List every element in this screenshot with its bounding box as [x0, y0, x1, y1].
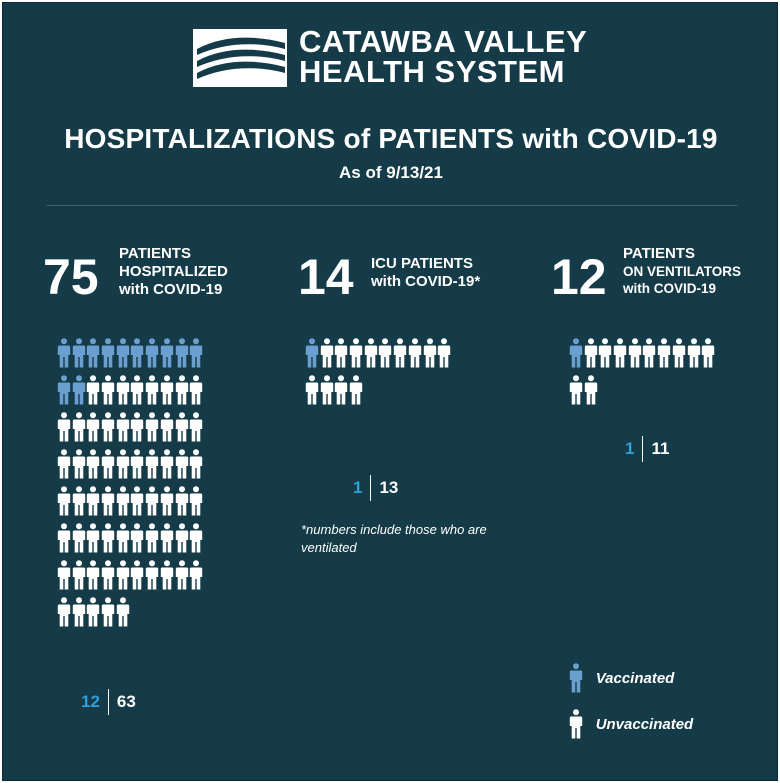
unvaccinated-person-icon: [57, 523, 72, 553]
unvaccinated-person-icon: [687, 338, 702, 368]
icon-row: [305, 375, 452, 412]
unvaccinated-person-icon: [437, 338, 452, 368]
unvaccinated-person-icon: [569, 375, 584, 405]
unvaccinated-person-icon: [628, 338, 643, 368]
unvaccinated-person-icon: [72, 412, 87, 442]
vaccinated-count: 12: [81, 692, 100, 711]
unvaccinated-person-icon: [189, 449, 204, 479]
unvaccinated-person-icon: [175, 523, 190, 553]
icu-label: [371, 255, 480, 291]
unvaccinated-person-icon: [101, 375, 116, 405]
logo-line-1: CATAWBA VALLEY: [299, 24, 588, 59]
icon-row: [569, 375, 716, 412]
count-separator: [642, 436, 643, 462]
unvaccinated-person-icon: [116, 486, 131, 516]
river-waves-logo-icon: [193, 29, 287, 87]
unvaccinated-person-icon: [86, 597, 101, 627]
unvaccinated-person-icon: [72, 449, 87, 479]
unvaccinated-person-icon: [57, 412, 72, 442]
vaccinated-person-icon: [189, 338, 204, 368]
logo: [193, 24, 603, 89]
ventilator-icon-grid: [569, 338, 716, 412]
unvaccinated-person-icon: [57, 449, 72, 479]
icon-row: [57, 486, 204, 523]
unvaccinated-person-icon: [72, 597, 87, 627]
vaccinated-person-icon: [160, 338, 175, 368]
unvaccinated-person-icon: [189, 412, 204, 442]
unvaccinated-person-icon: [145, 523, 160, 553]
hospitalized-count: 75: [43, 249, 99, 305]
unvaccinated-person-icon: [101, 560, 116, 590]
unvaccinated-person-icon: [86, 449, 101, 479]
unvaccinated-person-icon: [423, 338, 438, 368]
unvaccinated-person-icon: [613, 338, 628, 368]
icon-row: [57, 523, 204, 560]
unvaccinated-person-icon: [408, 338, 423, 368]
vaccinated-person-icon: [72, 338, 87, 368]
unvaccinated-person-icon: [72, 560, 87, 590]
unvaccinated-person-icon: [101, 412, 116, 442]
icon-row: [57, 375, 204, 412]
unvaccinated-person-icon: [57, 597, 72, 627]
legend-unvaccinated: [569, 709, 693, 739]
unvaccinated-person-icon: [130, 560, 145, 590]
hospitalized-icon-grid: [57, 338, 204, 634]
unvaccinated-person-icon: [160, 375, 175, 405]
icon-row: [57, 338, 204, 375]
hospitalized-label: [119, 245, 228, 299]
unvaccinated-person-icon: [175, 486, 190, 516]
label-line: with COVID-19: [623, 281, 717, 296]
unvaccinated-person-icon: [672, 338, 687, 368]
unvaccinated-person-icon: [189, 375, 204, 405]
unvaccinated-person-icon: [175, 560, 190, 590]
label-line: ICU PATIENTS: [371, 255, 473, 272]
unvaccinated-person-icon: [116, 560, 131, 590]
label-line: PATIENTS: [119, 245, 191, 262]
unvaccinated-person-icon: [378, 338, 393, 368]
unvaccinated-person-icon: [101, 523, 116, 553]
unvaccinated-person-icon: [86, 523, 101, 553]
label-line: HOSPITALIZED: [119, 263, 228, 280]
icu-footnote: *numbers include those who are ventilated: [301, 522, 487, 555]
person-icon: [569, 709, 584, 739]
vaccinated-count: 1: [353, 478, 363, 497]
unvaccinated-person-icon: [57, 560, 72, 590]
unvaccinated-person-icon: [320, 338, 335, 368]
page-title: HOSPITALIZATIONS of PATIENTS with COVID-19: [64, 123, 718, 154]
unvaccinated-person-icon: [160, 523, 175, 553]
vaccinated-person-icon: [569, 338, 584, 368]
vaccinated-person-icon: [130, 338, 145, 368]
icon-row: [305, 338, 452, 375]
logo-wordmark: [299, 24, 588, 89]
icon-row: [57, 449, 204, 486]
unvaccinated-person-icon: [334, 338, 349, 368]
unvaccinated-person-icon: [86, 486, 101, 516]
icon-row: [569, 338, 716, 375]
unvaccinated-person-icon: [72, 523, 87, 553]
unvaccinated-person-icon: [130, 412, 145, 442]
vaccinated-person-icon: [57, 375, 72, 405]
unvaccinated-person-icon: [101, 449, 116, 479]
hospitalized-breakdown: [81, 689, 136, 715]
icon-row: [57, 597, 204, 634]
label-line: with COVID-19*: [371, 273, 481, 290]
unvaccinated-person-icon: [57, 486, 72, 516]
unvaccinated-person-icon: [642, 338, 657, 368]
unvaccinated-person-icon: [189, 523, 204, 553]
unvaccinated-person-icon: [160, 412, 175, 442]
unvaccinated-person-icon: [116, 523, 131, 553]
vaccinated-person-icon: [175, 338, 190, 368]
unvaccinated-person-icon: [175, 449, 190, 479]
unvaccinated-person-icon: [160, 486, 175, 516]
unvaccinated-person-icon: [101, 486, 116, 516]
unvaccinated-count: 13: [379, 478, 399, 497]
unvaccinated-person-icon: [86, 560, 101, 590]
vaccinated-person-icon: [72, 375, 87, 405]
label-line: with COVID-19: [119, 281, 223, 298]
unvaccinated-person-icon: [86, 375, 101, 405]
vaccinated-person-icon: [86, 338, 101, 368]
vaccinated-count: 1: [625, 439, 635, 458]
infographic: [2, 2, 778, 781]
legend-unvaccinated-label: Unvaccinated: [595, 715, 694, 733]
vaccinated-person-icon: [305, 338, 320, 368]
unvaccinated-person-icon: [175, 375, 190, 405]
vaccinated-person-icon: [116, 338, 131, 368]
label-line: PATIENTS: [623, 245, 695, 262]
unvaccinated-person-icon: [145, 486, 160, 516]
unvaccinated-person-icon: [598, 338, 613, 368]
label-line: ON VENTILATORS: [623, 264, 742, 279]
vaccinated-person-icon: [145, 338, 160, 368]
unvaccinated-person-icon: [364, 338, 379, 368]
unvaccinated-person-icon: [145, 449, 160, 479]
unvaccinated-count: 63: [116, 692, 136, 711]
unvaccinated-person-icon: [116, 375, 131, 405]
unvaccinated-person-icon: [160, 449, 175, 479]
logo-line-2: HEALTH SYSTEM: [299, 54, 565, 89]
icon-row: [57, 412, 204, 449]
ventilator-count: 12: [551, 249, 607, 305]
unvaccinated-person-icon: [584, 375, 599, 405]
person-icon: [569, 663, 584, 693]
icu-breakdown: [353, 475, 398, 501]
unvaccinated-person-icon: [160, 560, 175, 590]
unvaccinated-person-icon: [349, 338, 364, 368]
legend-vaccinated-label: Vaccinated: [595, 669, 675, 687]
unvaccinated-person-icon: [86, 412, 101, 442]
unvaccinated-person-icon: [116, 597, 131, 627]
vaccinated-person-icon: [101, 338, 116, 368]
unvaccinated-person-icon: [584, 338, 599, 368]
unvaccinated-person-icon: [145, 375, 160, 405]
unvaccinated-person-icon: [130, 486, 145, 516]
unvaccinated-person-icon: [334, 375, 349, 405]
count-separator: [370, 475, 371, 501]
vaccinated-person-icon: [57, 338, 72, 368]
ventilator-breakdown: [625, 436, 669, 462]
icu-icon-grid: [305, 338, 452, 412]
unvaccinated-person-icon: [657, 338, 672, 368]
unvaccinated-person-icon: [305, 375, 320, 405]
unvaccinated-person-icon: [145, 412, 160, 442]
unvaccinated-person-icon: [130, 523, 145, 553]
unvaccinated-person-icon: [175, 412, 190, 442]
unvaccinated-person-icon: [701, 338, 716, 368]
divider: [47, 205, 737, 206]
icon-row: [57, 560, 204, 597]
unvaccinated-count: 11: [651, 439, 670, 458]
unvaccinated-person-icon: [393, 338, 408, 368]
unvaccinated-person-icon: [130, 449, 145, 479]
unvaccinated-person-icon: [145, 560, 160, 590]
unvaccinated-person-icon: [72, 486, 87, 516]
unvaccinated-person-icon: [189, 486, 204, 516]
unvaccinated-person-icon: [116, 449, 131, 479]
ventilator-label: [623, 245, 741, 297]
unvaccinated-person-icon: [320, 375, 335, 405]
unvaccinated-person-icon: [101, 597, 116, 627]
unvaccinated-person-icon: [116, 412, 131, 442]
count-separator: [108, 689, 109, 715]
unvaccinated-person-icon: [349, 375, 364, 405]
icu-count: 14: [298, 249, 354, 305]
legend-vaccinated: [569, 663, 674, 693]
unvaccinated-person-icon: [130, 375, 145, 405]
unvaccinated-person-icon: [189, 560, 204, 590]
page-subtitle: As of 9/13/21: [339, 163, 443, 182]
